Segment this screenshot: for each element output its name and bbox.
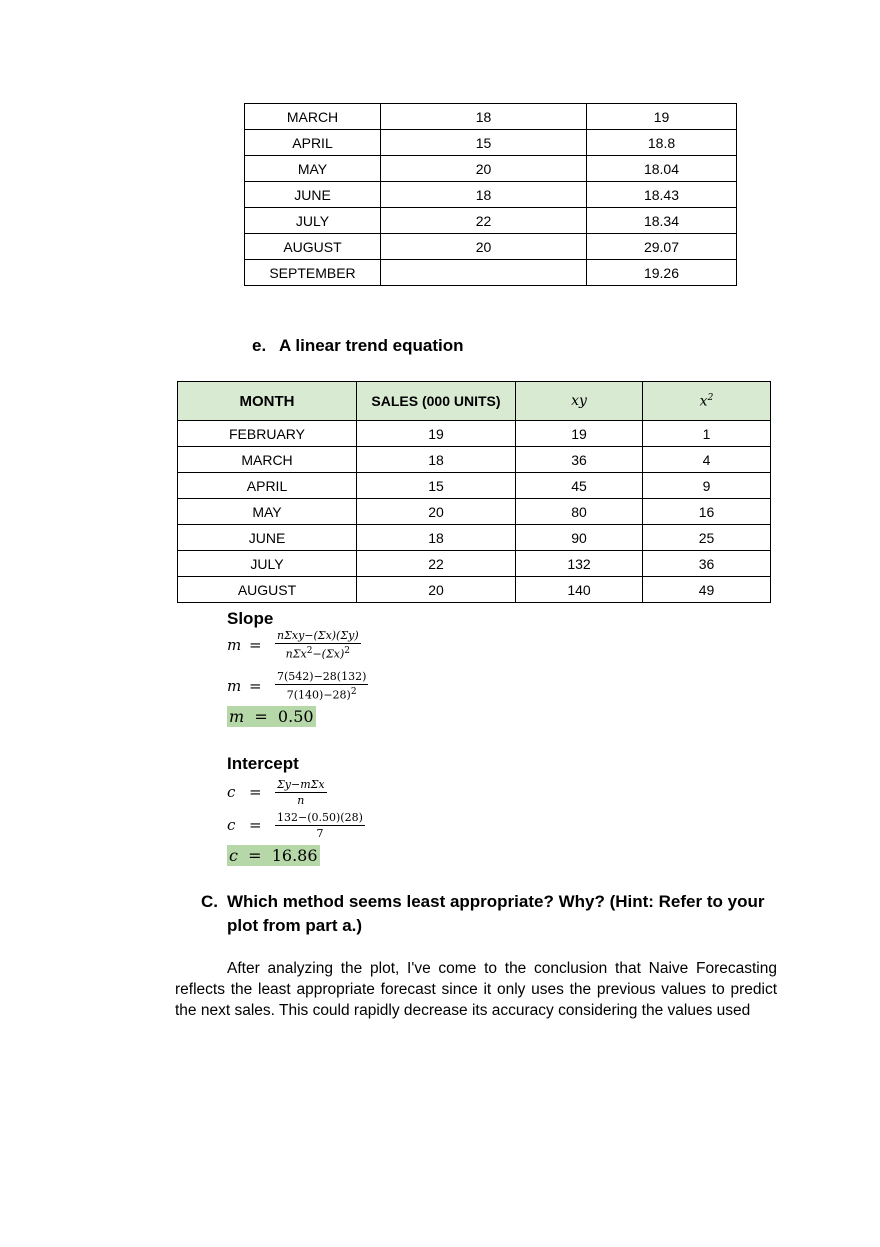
slope-formula-denominator: $n\Sigma x^2-(\Sigma x)^2$ xyxy=(285,646,350,661)
table-row xyxy=(178,551,771,577)
table-cell: 20 xyxy=(357,499,516,525)
table-cell: 19 xyxy=(516,421,643,447)
header-x-exponent: 2 xyxy=(707,392,714,403)
table-cell: 18 xyxy=(357,447,516,473)
intercept-substitution-denominator: 7 xyxy=(316,826,324,840)
table-cell: 19 xyxy=(587,104,737,130)
slope-result: m = 0.50 xyxy=(229,707,314,726)
linear-trend-table xyxy=(177,381,771,603)
table-cell: 18 xyxy=(381,104,587,130)
forecast-table-body xyxy=(245,104,737,286)
table-cell: JUNE xyxy=(245,182,381,208)
table-cell: JUNE xyxy=(178,525,357,551)
slope-formula xyxy=(227,630,361,660)
table-row xyxy=(178,421,771,447)
section-e-heading xyxy=(252,336,464,356)
table-cell: 20 xyxy=(381,234,587,260)
answer-paragraph: After analyzing the plot, I've come to the conclusion that Naive Forecasting reflects the least appropriate forecast since it only uses the previous values to predict the next sales. This could rapidly decrease its accuracy considering the values used xyxy=(175,960,777,1019)
header-x-base: x xyxy=(699,393,708,410)
table-row xyxy=(178,499,771,525)
table-cell: 15 xyxy=(357,473,516,499)
slope-heading: Slope xyxy=(227,609,274,628)
section-e-title: A linear trend equation xyxy=(279,336,464,355)
table-cell: FEBRUARY xyxy=(178,421,357,447)
question-label: C. xyxy=(201,892,218,911)
table-cell: 36 xyxy=(516,447,643,473)
intercept-var-2: c xyxy=(227,816,236,834)
slope-var-2: m xyxy=(227,677,242,695)
table-row xyxy=(178,473,771,499)
table-cell: 19.26 xyxy=(587,260,737,286)
table-row xyxy=(178,577,771,603)
table-cell: JULY xyxy=(245,208,381,234)
intercept-substitution-numerator: 132−(0.50)(28) xyxy=(277,810,363,824)
table-cell: 36 xyxy=(643,551,771,577)
slope-formula-fraction xyxy=(275,629,361,661)
table-row xyxy=(245,104,737,130)
table-cell: 22 xyxy=(381,208,587,234)
intercept-result: c = 16.86 xyxy=(229,846,318,865)
table-cell: 19 xyxy=(357,421,516,447)
table-cell: AUGUST xyxy=(178,577,357,603)
question-line-1: Which method seems least appropriate? Why? (Hint: Refer to your xyxy=(227,892,765,911)
intercept-formula-denominator: n xyxy=(297,793,305,807)
table-cell: 1 xyxy=(643,421,771,447)
table-cell: 20 xyxy=(381,156,587,182)
intercept-formula-numerator: Σy−mΣx xyxy=(277,777,325,791)
table-row xyxy=(178,525,771,551)
slope-eq-sign-2: = xyxy=(249,677,262,695)
table-cell: 18.04 xyxy=(587,156,737,182)
table-row xyxy=(245,156,737,182)
table-row xyxy=(245,234,737,260)
slope-substitution-fraction xyxy=(275,670,368,702)
intercept-substitution xyxy=(227,810,365,840)
table-cell: 4 xyxy=(643,447,771,473)
table-cell xyxy=(381,260,587,286)
table-row xyxy=(245,208,737,234)
table-cell: 49 xyxy=(643,577,771,603)
table-cell: 22 xyxy=(357,551,516,577)
table-cell: 18.43 xyxy=(587,182,737,208)
table-cell: MARCH xyxy=(178,447,357,473)
table-cell: MAY xyxy=(245,156,381,182)
intercept-var: c xyxy=(227,783,236,801)
header-xy: xy xyxy=(516,382,643,421)
table-cell: 18 xyxy=(381,182,587,208)
intercept-eq-sign-2: = xyxy=(249,816,262,834)
slope-substitution-denominator: 7(140)−28)$^2$ xyxy=(286,687,357,702)
header-month: MONTH xyxy=(178,382,357,421)
table-cell: 90 xyxy=(516,525,643,551)
table-row xyxy=(245,260,737,286)
table-cell: MARCH xyxy=(245,104,381,130)
section-e-label: e. xyxy=(252,336,267,355)
table-cell: 132 xyxy=(516,551,643,577)
table-cell: JULY xyxy=(178,551,357,577)
table-cell: APRIL xyxy=(245,130,381,156)
table-cell: 18 xyxy=(357,525,516,551)
header-x-squared xyxy=(643,382,771,421)
slope-eq-sign: = xyxy=(249,636,262,654)
table-cell: 20 xyxy=(357,577,516,603)
table-cell: APRIL xyxy=(178,473,357,499)
table-cell: MAY xyxy=(178,499,357,525)
table-cell: AUGUST xyxy=(245,234,381,260)
slope-substitution-numerator: 7(542)−28(132) xyxy=(277,670,367,684)
slope-substitution xyxy=(227,671,368,701)
slope-var: m xyxy=(227,636,242,654)
forecast-table xyxy=(244,103,737,286)
table-cell: 29.07 xyxy=(587,234,737,260)
question-line-2: plot from part a.) xyxy=(227,916,363,935)
header-sales: SALES (000 UNITS) xyxy=(357,382,516,421)
intercept-formula-fraction xyxy=(275,778,327,807)
table-cell: 140 xyxy=(516,577,643,603)
table-cell: 80 xyxy=(516,499,643,525)
table-cell: 25 xyxy=(643,525,771,551)
question-c xyxy=(201,890,791,938)
table-cell: 18.34 xyxy=(587,208,737,234)
table-cell: 15 xyxy=(381,130,587,156)
intercept-formula xyxy=(227,777,327,807)
intercept-heading: Intercept xyxy=(227,754,299,773)
table-row xyxy=(245,130,737,156)
table-cell: 18.8 xyxy=(587,130,737,156)
table-cell: 16 xyxy=(643,499,771,525)
linear-trend-header-row xyxy=(178,382,771,421)
intercept-substitution-fraction xyxy=(275,811,365,840)
table-cell: SEPTEMBER xyxy=(245,260,381,286)
table-cell: 45 xyxy=(516,473,643,499)
linear-trend-table-body xyxy=(178,421,771,603)
intercept-result-value: 16.86 xyxy=(271,846,318,865)
intercept-eq-sign: = xyxy=(249,783,262,801)
slope-formula-numerator: nΣxy−(Σx)(Σy) xyxy=(277,629,359,643)
slope-result-value: 0.50 xyxy=(277,707,314,726)
table-cell: 9 xyxy=(643,473,771,499)
table-row xyxy=(178,447,771,473)
table-row xyxy=(245,182,737,208)
